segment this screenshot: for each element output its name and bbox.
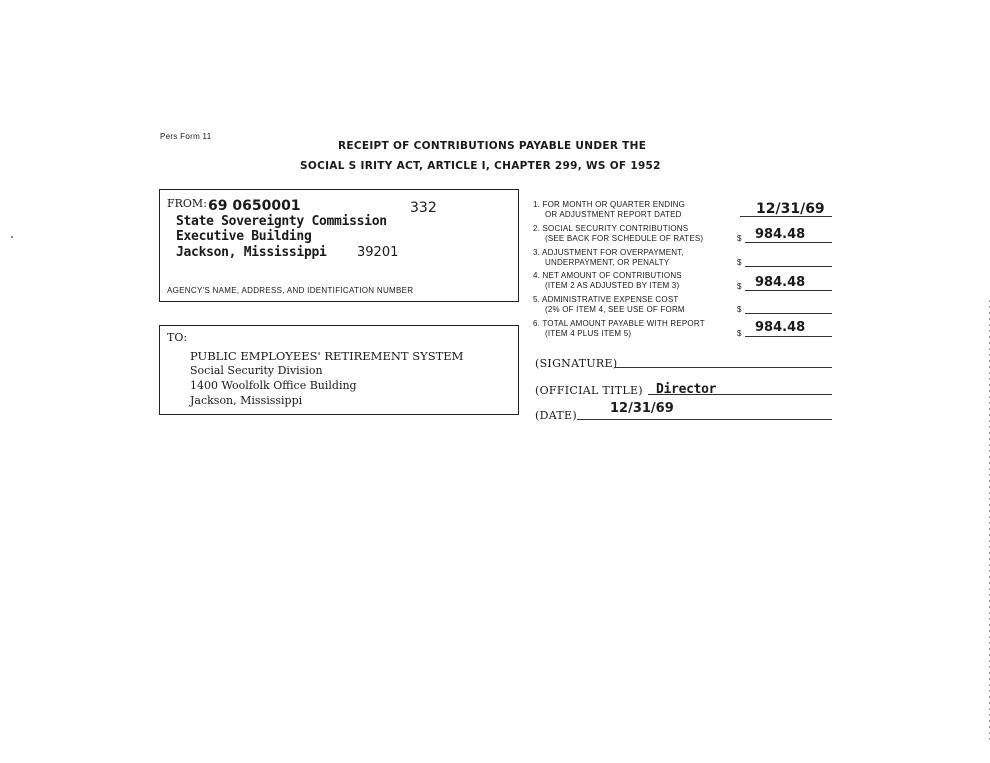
form-title-line-2: SOCIAL S IRITY ACT, ARTICLE I, CHAPTER 299, WS OF 1952 <box>300 160 661 172</box>
signature-label: (SIGNATURE) <box>535 357 618 370</box>
to-line-4: Jackson, Mississippi <box>190 394 303 407</box>
scan-speck <box>11 236 13 238</box>
date-label: (DATE) <box>535 409 577 422</box>
agency-name: State Sovereignty Commission <box>176 214 387 229</box>
item-5-dollar: $ <box>737 305 742 314</box>
official-title-value: Director <box>656 382 717 397</box>
from-label: FROM: <box>167 197 207 210</box>
date-value: 12/31/69 <box>610 401 674 416</box>
to-line-2: Social Security Division <box>190 364 323 377</box>
item-2-label: 2. SOCIAL SECURITY CONTRIBUTIONS (SEE BACK FOR SCHEDULE OF RATES) <box>533 224 704 243</box>
agency-caption: AGENCY'S NAME, ADDRESS, AND IDENTIFICATION NUMBER <box>167 286 414 295</box>
official-title-line <box>648 394 832 395</box>
to-line-1: PUBLIC EMPLOYEES' RETIREMENT SYSTEM <box>190 349 464 363</box>
form-number: Pers Form 11 <box>160 132 212 141</box>
item-6-value: 984.48 <box>755 320 806 335</box>
item-2-line <box>745 242 832 243</box>
item-4-label: 4. NET AMOUNT OF CONTRIBUTIONS (ITEM 2 AS ADJUSTED BY ITEM 3) <box>533 271 682 290</box>
item-3-label: 3. ADJUSTMENT FOR OVERPAYMENT, UNDERPAYMENT, OR PENALTY <box>533 248 684 267</box>
item-5-label: 5. ADMINISTRATIVE EXPENSE COST (2% OF ITEM 4, SEE USE OF FORM <box>533 295 685 314</box>
item-6-label: 6. TOTAL AMOUNT PAYABLE WITH REPORT (ITEM 4 PLUS ITEM 5) <box>533 319 705 338</box>
item-1-value: 12/31/69 <box>756 201 825 217</box>
signature-line <box>614 367 832 368</box>
official-title-label: (OFFICIAL TITLE) <box>535 384 643 397</box>
item-4-line <box>745 290 832 291</box>
agency-zip: 39201 <box>357 245 399 260</box>
item-5-line <box>745 313 832 314</box>
item-2-dollar: $ <box>737 234 742 243</box>
item-1-label: 1. FOR MONTH OR QUARTER ENDING OR ADJUSTMENT REPORT DATED <box>533 200 686 219</box>
item-3-line <box>745 266 832 267</box>
item-6-dollar: $ <box>737 329 742 338</box>
agency-id: 69 0650001 <box>208 198 301 214</box>
item-4-value: 984.48 <box>755 275 806 290</box>
agency-city: Jackson, Mississippi <box>176 245 327 260</box>
form-title-line-1: RECEIPT OF CONTRIBUTIONS PAYABLE UNDER THE <box>338 140 647 152</box>
date-line <box>577 419 832 420</box>
to-label: TO: <box>167 331 188 344</box>
item-2-value: 984.48 <box>755 227 806 242</box>
item-1-line <box>740 216 832 217</box>
item-3-dollar: $ <box>737 258 742 267</box>
agency-address: Executive Building <box>176 229 312 244</box>
agency-code: 332 <box>410 200 437 216</box>
item-4-dollar: $ <box>737 282 742 291</box>
to-line-3: 1400 Woolfolk Office Building <box>190 379 357 392</box>
item-6-line <box>745 336 832 337</box>
